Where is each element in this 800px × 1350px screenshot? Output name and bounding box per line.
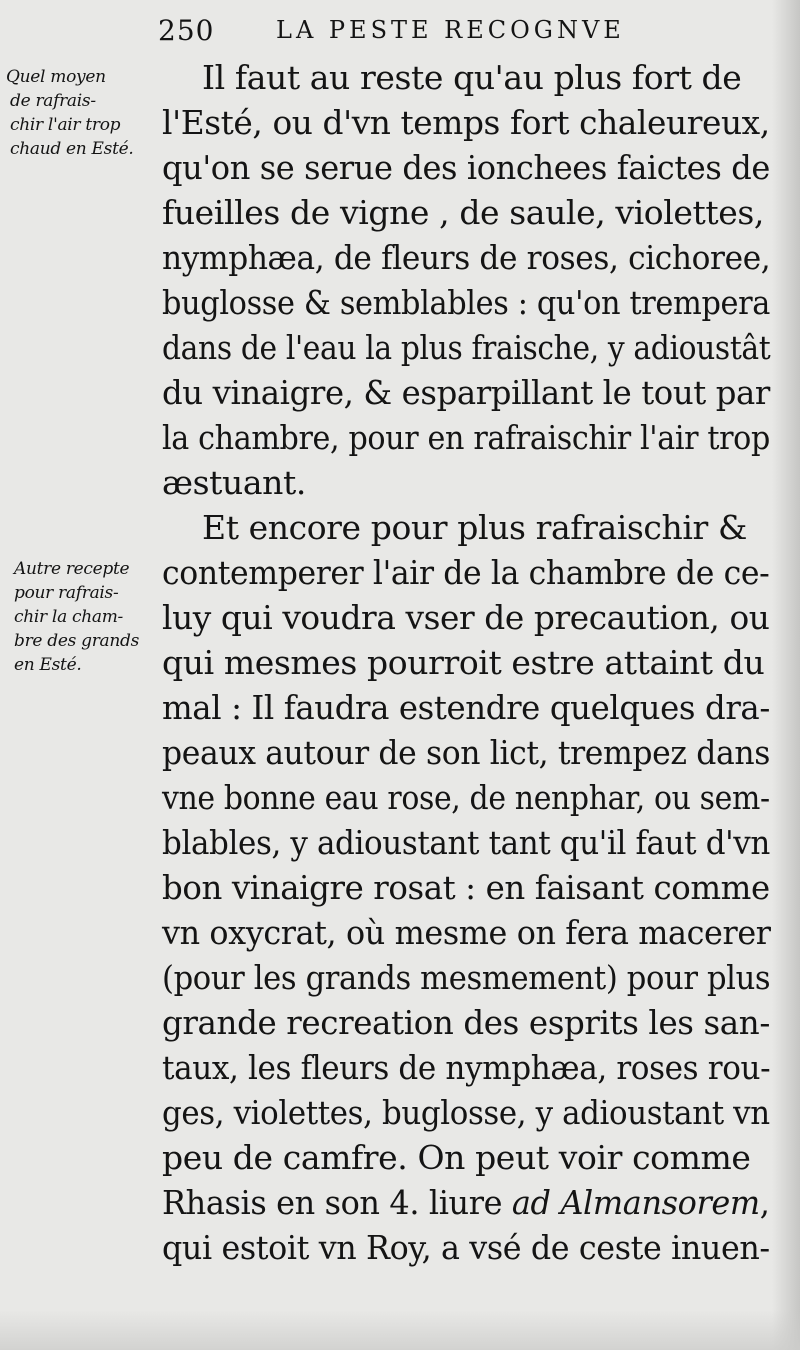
margin-note-line: chaud en Esté. xyxy=(10,139,134,159)
page-number: 250 xyxy=(158,14,215,47)
text-line: qui mesmes pourroit estre attaint du xyxy=(162,643,765,682)
text-line: Et encore pour plus rafraischir & xyxy=(202,508,747,547)
text-line: la chambre, pour en rafraischir l'air trop xyxy=(162,418,770,457)
text-segment: Rhasis en son 4. liure xyxy=(162,1183,512,1222)
page-bottom-shadow xyxy=(0,1310,800,1350)
text-line: ges, violettes, buglosse, y adioustant vn xyxy=(162,1093,770,1132)
text-line: du vinaigre, & esparpillant le tout par xyxy=(162,373,770,412)
text-line: luy qui voudra vser de precaution, ou xyxy=(162,598,770,637)
page-header xyxy=(158,14,778,50)
margin-note-line: pour rafrais- xyxy=(14,583,119,603)
text-line: fueilles de vigne , de saule, violettes, xyxy=(162,193,765,232)
text-line: qu'on se serue des ionchees faictes de xyxy=(162,148,770,187)
text-line: bon vinaigre rosat : en faisant comme xyxy=(162,868,770,907)
running-head: LA PESTE RECOGNVE xyxy=(276,16,625,44)
text-line: contemperer l'air de la chambre de ce- xyxy=(162,553,770,592)
text-line: mal : Il faudra estendre quelques dra- xyxy=(162,688,770,727)
text-line: peaux autour de son lict, trempez dans xyxy=(162,733,770,772)
text-line: l'Esté, ou d'vn temps fort chaleureux, xyxy=(162,103,770,142)
margin-note-line: Quel moyen xyxy=(6,67,106,87)
text-line: peu de camfre. On peut voir comme xyxy=(162,1138,751,1177)
margin-note-line: chir l'air trop xyxy=(10,115,121,135)
margin-note-line: chir la cham- xyxy=(14,607,123,627)
text-line: vne bonne eau rose, de nenphar, ou sem- xyxy=(162,778,770,817)
text-line-with-italic xyxy=(162,1180,770,1225)
text-line: æstuant. xyxy=(162,463,306,502)
text-line: grande recreation des esprits les san- xyxy=(162,1003,770,1042)
text-line: Il faut au reste qu'au plus fort de xyxy=(202,58,742,97)
text-line: blables, y adioustant tant qu'il faut d'vn xyxy=(162,823,770,862)
margin-note-line: bre des grands xyxy=(14,631,140,651)
text-line: nymphæa, de fleurs de roses, cichoree, xyxy=(162,238,771,277)
margin-note-line: de rafrais- xyxy=(10,91,96,111)
text-segment: , xyxy=(759,1183,770,1222)
text-line: taux, les fleurs de nymphæa, roses rou- xyxy=(162,1048,771,1087)
page-edge-shadow xyxy=(772,0,800,1350)
text-line: qui estoit vn Roy, a vsé de ceste inuen- xyxy=(162,1228,770,1267)
text-line: (pour les grands mesmement) pour plus xyxy=(162,958,771,997)
text-line: vn oxycrat, où mesme on fera macerer xyxy=(162,913,771,952)
margin-note-line: en Esté. xyxy=(14,655,82,675)
margin-note-line: Autre recepte xyxy=(14,559,130,579)
text-line: dans de l'eau la plus fraische, y adioustât xyxy=(162,328,771,367)
text-line: buglosse & semblables : qu'on trempera xyxy=(162,283,770,322)
italic-title: ad Almansorem xyxy=(511,1183,760,1222)
